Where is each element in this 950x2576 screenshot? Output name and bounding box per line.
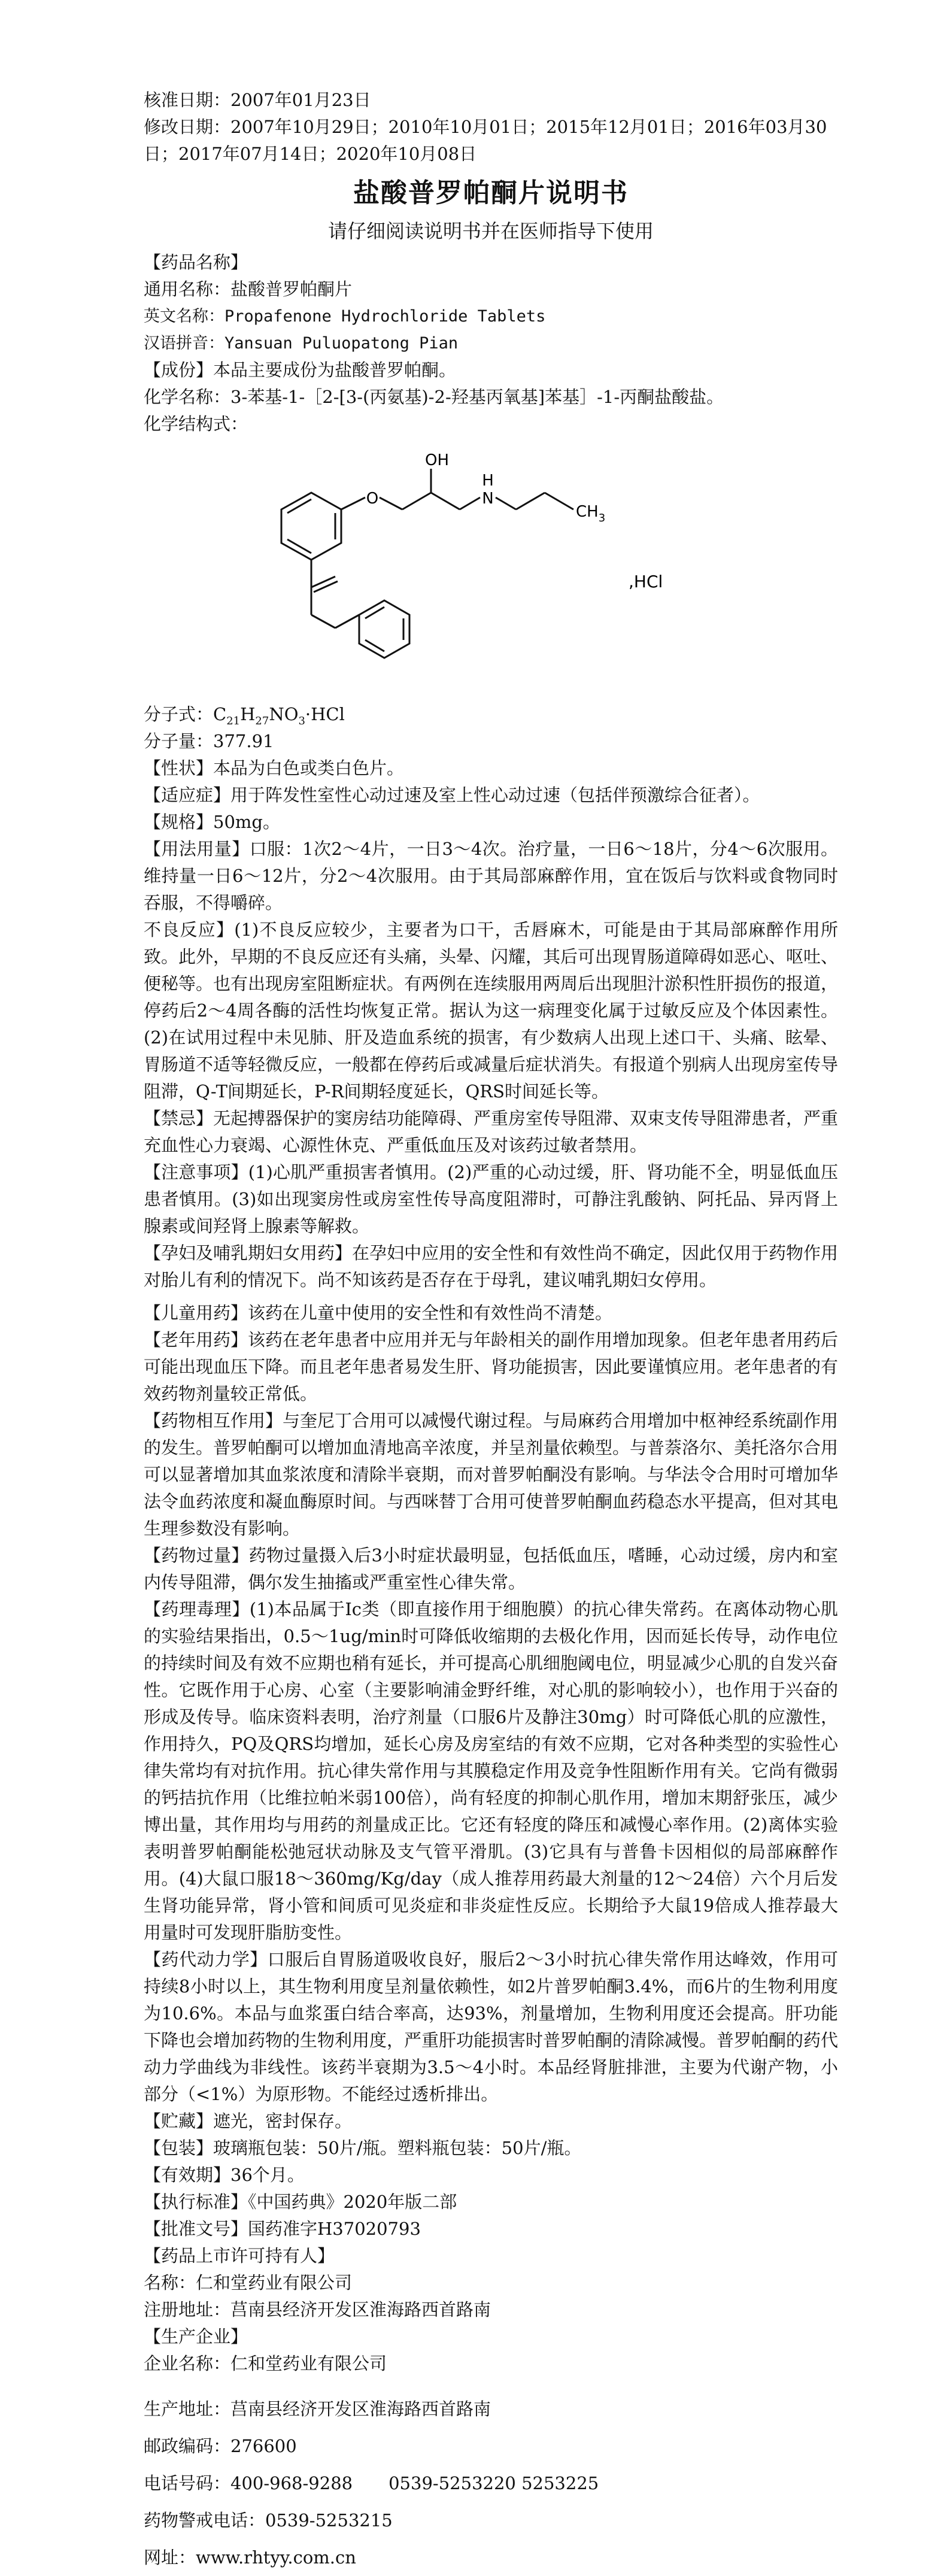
english-name: 英文名称：Propafenone Hydrochloride Tablets: [144, 307, 546, 326]
section-interactions: 【药物相互作用】与奎尼丁合用可以减慢代谢过程。与局麻药合用增加中枢神经系统副作用的发生。普罗帕酮可以增加血清地高辛浓度，并呈剂量依赖型。与普萘洛尔、美托洛尔合用可以显著增加其血浆浓度和清除半衰期，而对普罗帕酮没有影响。与华法令合用时可增加华法令血药浓度和凝血酶原时间。与西咪替丁合用可使普罗帕酮血药稳态水平提高，但对其电生理参数没有影响。: [144, 1410, 839, 1539]
section-pregnancy: 【孕妇及哺乳期妇女用药】在孕妇中应用的安全性和有效性尚不确定，因此仅用于药物作用对胎儿有利的情况下。尚不知该药是否存在于母乳，建议哺乳期妇女停用。: [144, 1243, 839, 1290]
section-adverse-reactions: 不良反应】(1)不良反应较少，主要者为口干，舌唇麻木，可能是由于其局部麻醉作用所致。此外，早期的不良反应还有头痛，头晕、闪耀，其后可出现胃肠道障碍如恶心、呕吐、便秘等。也有出现房室阻断症状。有两例在连续服用两周后出现胆汁淤积性肝损伤的报道，停药后2～4周各酶的活性均恢复正常。据认为这一病理变化属于过敏反应及个体因素性。(2)在试用过程中未见肺、肝及造血系统的损害，有少数病人出现上述口干、头痛、眩晕、胃肠道不适等轻微反应，一般都在停药后或减量后症状消失。有报道个别病人出现房室传导阻滞，Q-T间期延长，P-R间期轻度延长，QRS时间延长等。: [144, 920, 839, 1102]
postal-code: 邮政编码：276600: [144, 2436, 297, 2456]
methyl-label: $CH_3$: [576, 503, 606, 524]
manufacturer-name: 企业名称：仁和堂药业有限公司: [144, 2353, 387, 2374]
composition: 【成份】本品主要成份为盐酸普罗帕酮。: [144, 360, 457, 380]
generic-name: 通用名称：盐酸普罗帕酮片: [144, 279, 353, 299]
section-storage: 【贮藏】遮光，密封保存。: [144, 2111, 353, 2131]
oxygen-atom-label: O: [366, 490, 379, 508]
section-pharmacology: 【药理毒理】(1)本品属于Ic类（即直接作用于细胞膜）的抗心律失常药。在离体动物心肌的实验结果指出，0.5～1ug/min时可降低收缩期的去极化作用，因而延长传导，动作电位的持续时间及有效不应期也稍有延长，并可提高心肌细胞阈电位，明显减少心肌的自发兴奋性。它既作用于心房、心室（主要影响浦金野纤维，对心肌的影响较小），也作用于兴奋的形成及传导。临床资料表明，治疗剂量（口服6片及静注30mg）时可降低心肌的应激性，作用持久，PQ及QRS均增加，延长心房及房室结的有效不应期，它对各种类型的实验性心律失常均有对抗作用。抗心律失常作用与其膜稳定作用及竞争性阻断作用有关。它尚有微弱的钙拮抗作用（比维拉帕米弱100倍），尚有轻度的抑制心肌作用，增加末期舒张压，减少博出量，其作用均与用药的剂量成正比。它还有轻度的降压和减慢心率作用。(2)离体实验表明普罗帕酮能松弛冠状动脉及支气管平滑肌。(3)它具有与普鲁卡因相似的局部麻醉作用。(4)大鼠口服18～360mg/Kg/day（成人推荐用药最大剂量的12～24倍）六个月后发生肾功能异常，肾小管和间质可见炎症和非炎症性反应。长期给予大鼠19倍成人推荐最大用量时可发现肝脂肪变性。: [144, 1599, 839, 1943]
chemical-structure: [144, 438, 838, 701]
section-geriatric: 【老年用药】该药在老年患者中应用并无与年龄相关的副作用增加现象。但老年患者用药后可能出现血压下降。而且老年患者易发生肝、肾功能损害，因此要谨慎应用。老年患者的有效药物剂量较正常低。: [144, 1330, 839, 1404]
phone-numbers: [144, 2465, 838, 2502]
section-precautions: 【注意事项】(1)心肌严重损害者慎用。(2)严重的心动过缓，肝、肾功能不全，明显低血压患者慎用。(3)如出现窦房性或房室性传导高度阻滞时，可静注乳酸钠、阿托品、异丙肾上腺素或间羟肾上腺素等解救。: [144, 1162, 838, 1236]
chemical-structure-diagram: [245, 438, 736, 695]
section-overdose: 【药物过量】药物过量摄入后3小时症状最明显，包括低血压，嗜睡，心动过缓，房内和室内传导阻滞，偶尔发生抽搐或严重室性心律失常。: [144, 1545, 838, 1592]
pharmacovigilance-phone: 药物警戒电话：0539-5253215: [144, 2510, 393, 2531]
amine-hydrogen-label: H: [482, 472, 494, 490]
hcl-label: ,HCl: [629, 572, 663, 591]
section-dosage: 【用法用量】口服：1次2～4片，一日3～4次。治疗量，一日6～18片，分4～6次服用。维持量一日6～12片，分2～4次服用。由于其局部麻醉作用，宜在饭后与饮料或食物同时吞服，不得嚼碎。: [144, 839, 838, 913]
section-validity: 【有效期】36个月。: [144, 2165, 305, 2185]
approval-date: 核准日期：2007年01月23日: [144, 90, 371, 110]
contact-info: [144, 2390, 838, 2576]
section-approval-number: 【批准文号】国药准字H37020793: [144, 2219, 421, 2239]
nitrogen-atom-label: N: [482, 490, 494, 508]
revision-dates-line-1: 修改日期：2007年10月29日；2010年10月01日；2015年12月01日；2016年03月30: [144, 117, 827, 137]
section-pediatric: 【儿童用药】该药在儿童中使用的安全性和有效性尚不清楚。: [144, 1303, 613, 1323]
section-manufacturer-heading: 【生产企业】: [144, 2326, 248, 2347]
date-info: [144, 87, 838, 168]
molecular-formula: 分子式：$C_{21}H_{27}NO_3\cdot HCl$: [144, 704, 345, 727]
document-subtitle: 请仔细阅读说明书并在医师指导下使用: [327, 220, 654, 242]
mah-address: 注册地址：莒南县经济开发区淮海路西首路南: [144, 2299, 491, 2320]
structure-label: 化学结构式：: [144, 414, 248, 434]
chemical-name: 化学名称：3-苯基-1-［2-[3-(丙氨基)-2-羟基丙氧基]苯基］-1-丙酮盐酸盐。: [144, 387, 724, 407]
revision-dates-line-2: 日；2017年07月14日；2020年10月08日: [144, 144, 477, 164]
section-pharmacokinetics: 【药代动力学】口服后自胃肠道吸收良好，服后2～3小时抗心律失常作用达峰效，作用可持续8小时以上，其生物利用度呈剂量依赖性，如2片普罗帕酮3.4%，而6片的生物利用度为10.6%。本品与血浆蛋白结合率高，达93%，剂量增加，生物利用度还会提高。肝功能下降也会增加药物的生物利用度，严重肝功能损害时普罗帕酮的清除减慢。普罗帕酮的药代动力学曲线为非线性。该药半衰期为3.5～4小时。本品经肾脏排泄，主要为代谢产物，小部分（<1%）为原形物。不能经过透析排出。: [144, 1949, 839, 2104]
website: 网址：www.rhtyy.com.cn: [144, 2547, 356, 2568]
production-address: 生产地址：莒南县经济开发区淮海路西首路南: [144, 2399, 491, 2419]
section-package: 【包装】玻璃瓶包装：50片/瓶。塑料瓶包装：50片/瓶。: [144, 2138, 582, 2158]
hydroxyl-label: OH: [424, 451, 450, 469]
section-contraindications: 【禁忌】无起搏器保护的窦房结功能障碍、严重房室传导阻滞、双束支传导阻滞患者，严重充血性心力衰竭、心源性休克、严重低血压及对该药过敏者禁用。: [144, 1108, 839, 1155]
leaflet-content: [144, 87, 838, 2576]
section-mah-heading: 【药品上市许可持有人】: [144, 2246, 335, 2266]
section-indications: 【适应症】用于阵发性室性心动过速及室上性心动过速（包括伴预激综合征者）。: [144, 785, 760, 805]
molecular-weight: 分子量：377.91: [144, 731, 274, 751]
pinyin-name: 汉语拼音：Yansuan Puluopatong Pian: [144, 334, 459, 353]
phone-main: 电话号码：400-968-9288: [144, 2473, 353, 2493]
section-specification: 【规格】50mg。: [144, 812, 280, 832]
phone-others: 0539-5253220 5253225: [389, 2473, 599, 2493]
drug-name-heading: 【药品名称】: [144, 252, 248, 272]
mah-name: 名称：仁和堂药业有限公司: [144, 2272, 353, 2293]
section-standard: 【执行标准】《中国药典》2020年版二部: [144, 2192, 457, 2212]
section-description: 【性状】本品为白色或类白色片。: [144, 758, 405, 778]
document-title: 盐酸普罗帕酮片说明书: [353, 178, 629, 208]
